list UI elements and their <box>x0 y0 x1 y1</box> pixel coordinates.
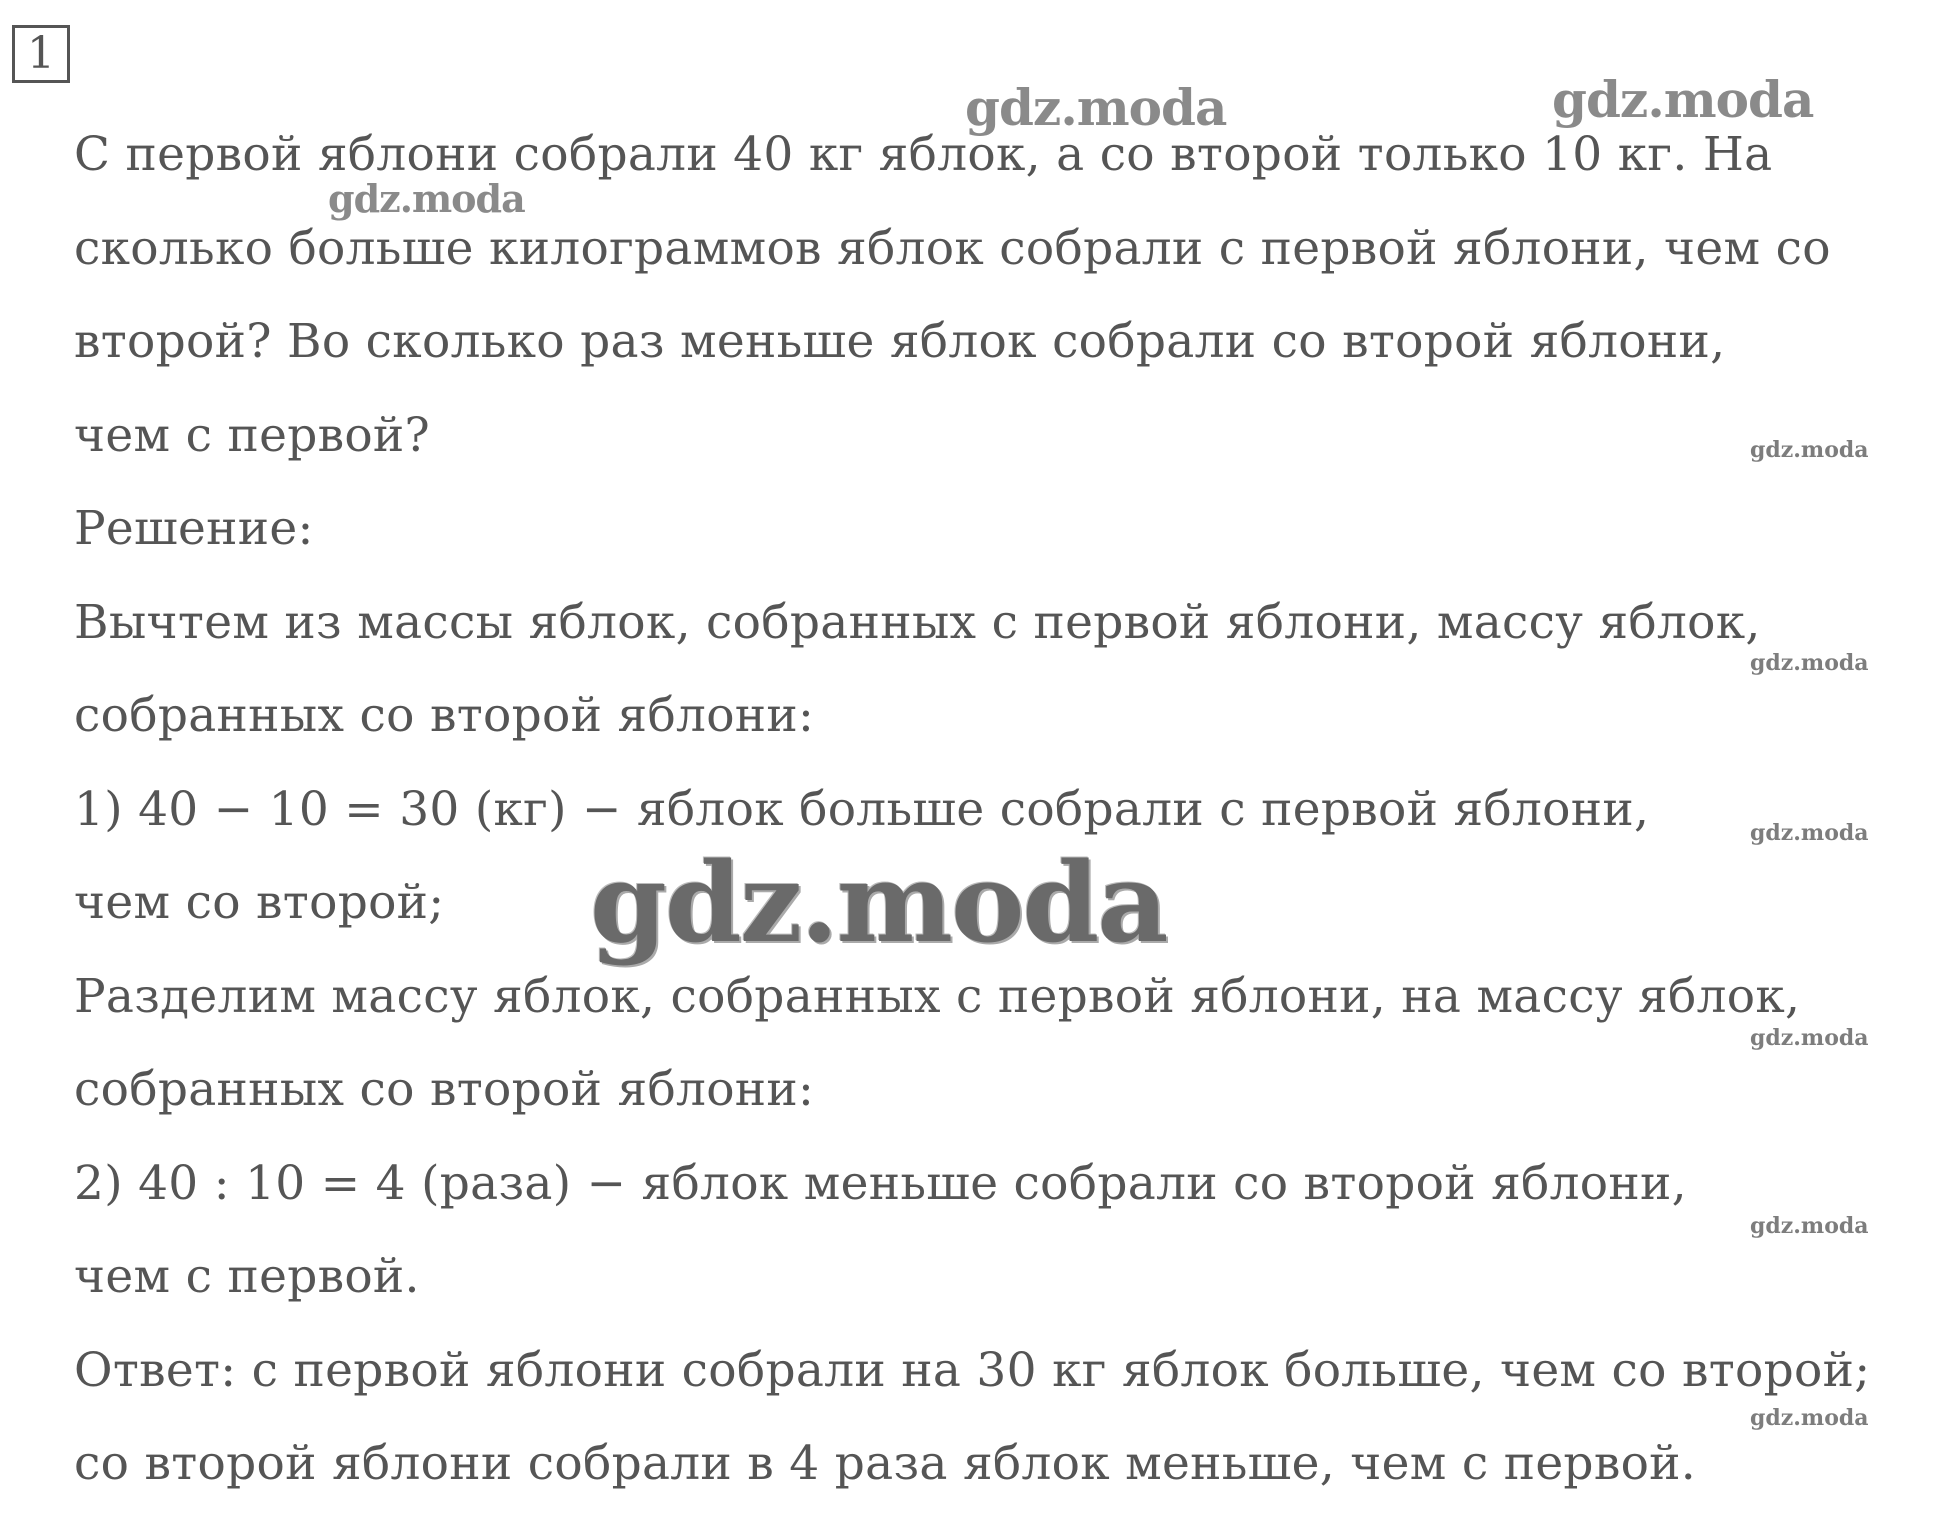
problem-line-3: второй? Во сколько раз меньше яблок собрали со второй яблони, <box>74 314 1726 369</box>
watermark: gdz.moda <box>590 838 1167 967</box>
solution-line-3: Разделим массу яблок, собранных с первой яблони, на массу яблок, <box>74 968 1801 1024</box>
solution-line-1: Вычтем из массы яблок, собранных с первой яблони, массу яблок, <box>74 594 1761 650</box>
watermark: gdz.moda <box>1750 650 1869 676</box>
watermark: gdz.moda <box>1750 820 1869 846</box>
problem-line-4: чем с первой? <box>74 407 431 463</box>
solution-heading: Решение: <box>74 501 314 556</box>
answer-line-2: со второй яблони собрали в 4 раза яблок меньше, чем с первой. <box>74 1436 1697 1491</box>
watermark: gdz.moda <box>1750 437 1869 463</box>
watermark: gdz.moda <box>1750 1025 1869 1051</box>
solution-line-4: собранных со второй яблони: <box>74 1062 815 1117</box>
step-2-line-1: 2) 40 : 10 = 4 (раза) − яблок меньше собрали со второй яблони, <box>74 1155 1687 1211</box>
step-2-line-2: чем с первой. <box>74 1249 420 1304</box>
step-1-line-2: чем со второй; <box>74 875 445 930</box>
solution-line-2: собранных со второй яблони: <box>74 688 815 743</box>
step-1-line-1: 1) 40 − 10 = 30 (кг) − яблок больше собрали с первой яблони, <box>74 781 1650 837</box>
watermark: gdz.moda <box>1750 1213 1869 1239</box>
watermark: gdz.moda <box>1552 70 1814 129</box>
problem-line-2: сколько больше килограммов яблок собрали с первой яблони, чем со <box>74 220 1831 276</box>
watermark: gdz.moda <box>965 78 1227 137</box>
watermark: gdz.moda <box>1750 1405 1869 1431</box>
task-number-box: 1 <box>12 25 70 83</box>
task-text <box>74 108 1944 1511</box>
answer-line-1: Ответ: с первой яблони собрали на 30 кг яблок больше, чем со второй; <box>74 1342 1871 1398</box>
watermark: gdz.moda <box>328 176 525 221</box>
problem-line-1: С первой яблони собрали 40 кг яблок, а со второй только 10 кг. На <box>74 127 1773 182</box>
